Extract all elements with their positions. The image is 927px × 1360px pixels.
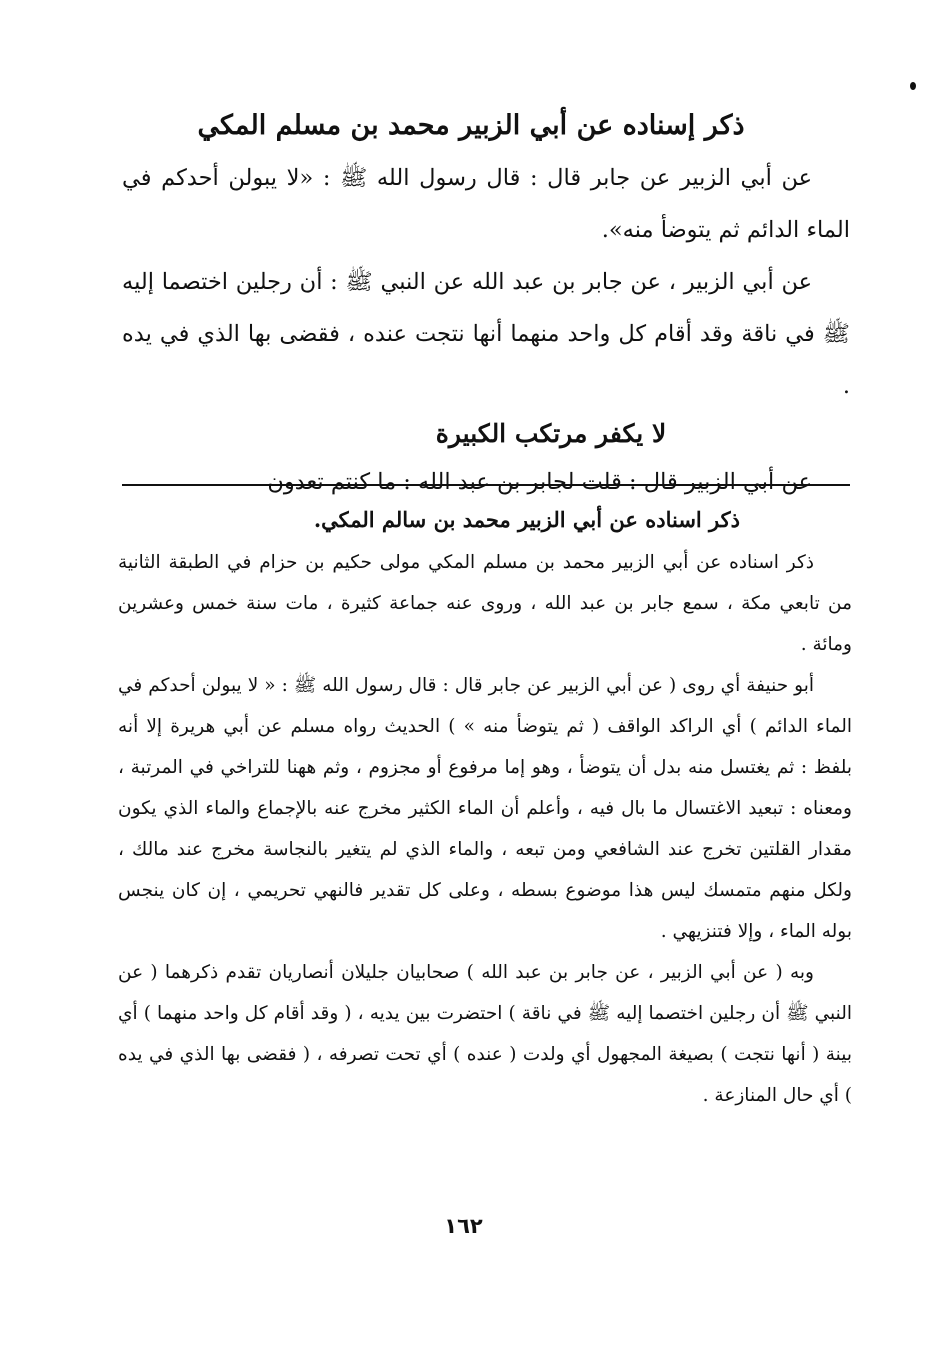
ink-dot [910,82,916,90]
footnote-divider [122,484,850,486]
section-heading: ذكر إسناده عن أبي الزبير محمد بن مسلم المكي [197,110,745,141]
chapter-heading: لا يكفر مرتكب الكبيرة [435,419,667,448]
main-text-section [122,100,850,508]
page-number: ١٦٢ [444,1214,483,1238]
hadith-paragraph: عن أبي الزبير ، عن جابر بن عبد الله عن النبي ﷺ : أن رجلين اختصما إليه ﷺ في ناقة وقد أقام كل واحد منهما أنها نتجت عنده ، فقضى بها الذي في يده . [122,269,850,399]
commentary-paragraph: أبو حنيفة أي روى ( عن أبي الزبير عن جابر قال : قال رسول الله ﷺ : « لا يبولن أحدكم في الماء الدائم ) أي الراكد الواقف ( ثم يتوضأ منه » ) الحديث رواه مسلم عن أبي هريرة إلا أنه بلفظ : ثم يغتسل منه بدل أن يتوضأ ، وهو إما مرفوع أو مجزوم ، وثم ههنا للتراخي في المرتبة ، ومعناه : تبعيد الاغتسال ما بال فيه ، وأعلم أن الماء الكثير مخرج عنه بالإجماع والماء الذي يكون مقدار القلتين تخرج عند الشافعي ومن تبعه ، والماء الذي لم يتغير بالنجاسة مخرج عند مالك ، ولكل منهم متمسك ليس هذا موضوع بسطه ، وعلى كل تقدير فالنهي تحريمي ، إن كان ينجس بوله الماء ، وإلا فتنزيهي . [118,675,852,942]
commentary-section [118,498,852,1116]
commentary-paragraph: وبه ( عن أبي الزبير ، عن جابر بن عبد الله ) صحابيان جليلان أنصاريان تقدم ذكرهما ( عن النبي ﷺ أن رجلين اختصما إليه ﷺ في ناقة ) احتضرت بين يديه ، ( وقد أقام كل واحد منهما ) أي بينة ( أنها نتجت ) بصيغة المجهول أي ولدت ( عنده ) أي تحت تصرفه ، ( فقضى بها الذي في يده ) أي حال المنازعة . [118,962,852,1106]
hadith-paragraph: عن أبي الزبير قال : قلت لجابر بن عبد الله : ما كنتم تعدون [267,469,812,495]
commentary-paragraph: ذكر اسناده عن أبي الزبير محمد بن مسلم المكي مولى حكيم بن حزام في الطبقة الثانية من تابعي مكة ، سمع جابر بن عبد الله ، وروى عنه جماعة كثيرة ، مات سنة خمس وعشرين ومائة . [118,552,852,655]
commentary-heading: ذكر اسناده عن أبي الزبير محمد بن سالم المكي. [313,507,740,532]
hadith-paragraph: عن أبي الزبير عن جابر قال : قال رسول الله ﷺ : «لا يبولن أحدكم في الماء الدائم ثم يتوضأ منه». [122,165,850,243]
